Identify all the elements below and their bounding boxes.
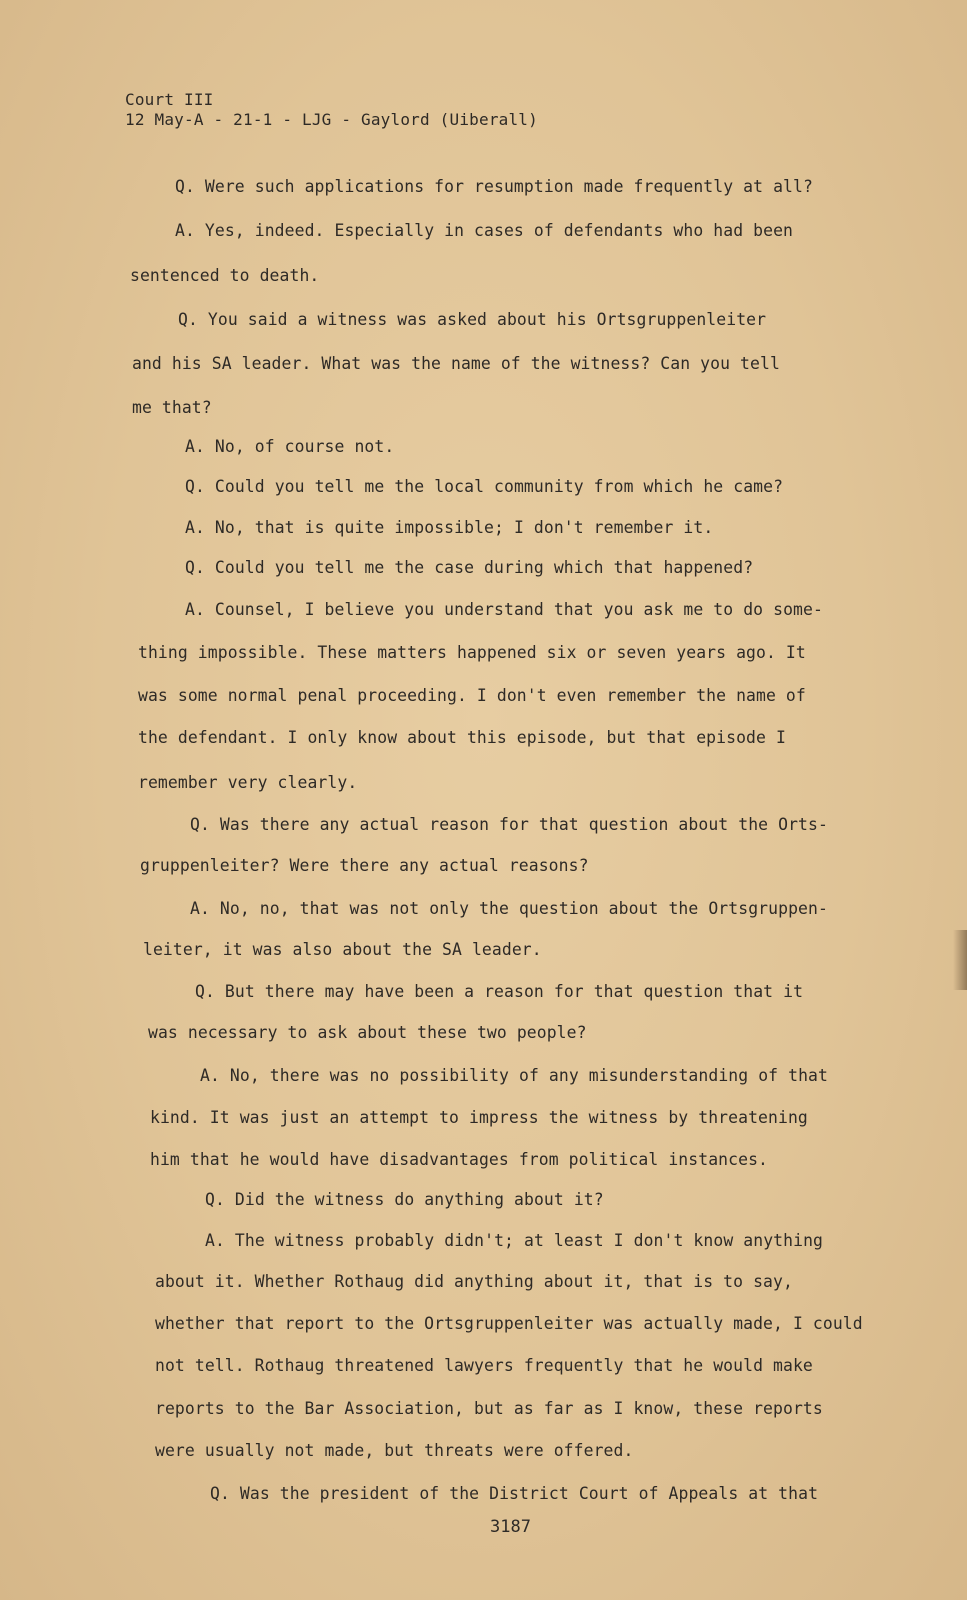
transcript-line: reports to the Bar Association, but as far as I know, these reports <box>155 1399 823 1418</box>
court-label: Court III <box>125 90 214 109</box>
transcript-line: Q. Did the witness do anything about it? <box>205 1190 604 1209</box>
transcript-line: was some normal penal proceeding. I don't even remember the name of <box>138 686 806 705</box>
document-header <box>125 90 538 130</box>
transcript-line: A. No, that is quite impossible; I don't remember it. <box>185 518 714 537</box>
transcript-line: Q. Was there any actual reason for that question about the Orts- <box>190 815 828 834</box>
page-number: 3187 <box>490 1517 531 1537</box>
session-label: 12 May-A - 21-1 - LJG - Gaylord (Uiberall) <box>125 110 538 129</box>
transcript-line: were usually not made, but threats were offered. <box>155 1441 634 1460</box>
transcript-line: Q. Could you tell me the local community from which he came? <box>185 477 784 496</box>
transcript-line: Q. You said a witness was asked about his Ortsgruppenleiter <box>178 310 767 329</box>
transcript-line: Q. Were such applications for resumption made frequently at all? <box>175 177 813 196</box>
transcript-line: A. No, there was no possibility of any misunderstanding of that <box>200 1066 828 1085</box>
transcript-line: gruppenleiter? Were there any actual reasons? <box>140 856 589 875</box>
transcript-line: Q. Was the president of the District Court of Appeals at that <box>210 1484 819 1503</box>
transcript-line: and his SA leader. What was the name of the witness? Can you tell <box>132 354 780 373</box>
transcript-line: A. Counsel, I believe you understand that you ask me to do some- <box>185 600 823 619</box>
transcript-line: not tell. Rothaug threatened lawyers frequently that he would make <box>155 1356 813 1375</box>
transcript-line: was necessary to ask about these two people? <box>148 1023 587 1042</box>
transcript-line: kind. It was just an attempt to impress the witness by threatening <box>150 1108 808 1127</box>
transcript-line: A. Yes, indeed. Especially in cases of defendants who had been <box>175 221 794 240</box>
transcript-line: Q. Could you tell me the case during which that happened? <box>185 558 754 577</box>
transcript-line: sentenced to death. <box>130 266 320 285</box>
transcript-line: the defendant. I only know about this episode, but that episode I <box>138 728 786 747</box>
transcript-line: about it. Whether Rothaug did anything about it, that is to say, <box>155 1272 793 1291</box>
transcript-line: A. No, of course not. <box>185 437 395 456</box>
transcript-line: A. No, no, that was not only the question about the Ortsgruppen- <box>190 899 828 918</box>
transcript-line: remember very clearly. <box>138 773 358 792</box>
transcript-line: A. The witness probably didn't; at least I don't know anything <box>205 1231 824 1250</box>
transcript-line: leiter, it was also about the SA leader. <box>143 940 542 959</box>
transcript-line: thing impossible. These matters happened six or seven years ago. It <box>138 643 806 662</box>
transcript-line: whether that report to the Ortsgruppenleiter was actually made, I could <box>155 1314 863 1333</box>
transcript-line: him that he would have disadvantages from political instances. <box>150 1150 769 1169</box>
transcript-line: me that? <box>132 398 212 417</box>
transcript-line: Q. But there may have been a reason for that question that it <box>195 982 804 1001</box>
